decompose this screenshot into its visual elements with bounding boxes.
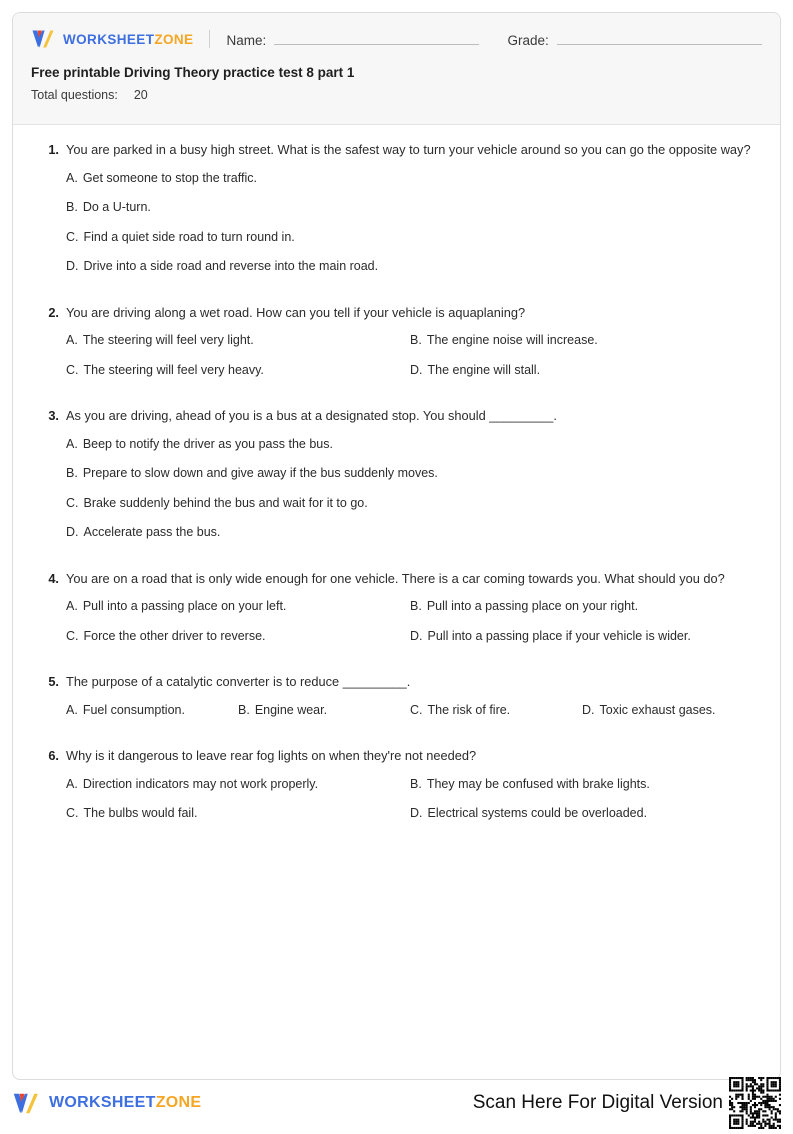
question-item: [39, 747, 754, 835]
brand-name-part2: ZONE: [154, 31, 194, 47]
answer-options: [66, 170, 754, 288]
question-number: 4.: [48, 570, 59, 586]
question-number: 5.: [48, 674, 59, 690]
answer-option-letter: A.: [66, 702, 78, 717]
answer-option-text: Get someone to stop the traffic.: [82, 170, 257, 185]
question-number: 6.: [48, 748, 59, 764]
answer-option[interactable]: [66, 170, 754, 188]
answer-option-letter: B.: [410, 599, 422, 614]
answer-option-letter: B.: [66, 200, 78, 215]
answer-option-text: The steering will feel very light.: [82, 333, 254, 348]
header-top-row: [13, 13, 780, 53]
answer-option-text: Force the other driver to reverse.: [83, 628, 266, 643]
answer-option-text: The steering will feel very heavy.: [83, 362, 264, 377]
answer-options: [66, 776, 754, 835]
name-input-line[interactable]: [274, 31, 479, 45]
scan-here-text: Scan Here For Digital Version: [472, 1092, 723, 1113]
footer-brand-logo: [12, 1092, 201, 1115]
grade-label: Grade:: [507, 32, 549, 48]
answer-option-letter: B.: [66, 466, 78, 481]
question-body: [66, 570, 754, 658]
answer-option-letter: C.: [66, 229, 79, 244]
total-questions-value: 20: [133, 88, 148, 103]
answer-option[interactable]: [66, 258, 754, 276]
answer-option[interactable]: [238, 702, 410, 720]
answer-option-text: The bulbs would fail.: [83, 806, 198, 821]
question-body: [66, 673, 754, 731]
answer-options: [66, 702, 754, 732]
footer-brand-name-part2: ZONE: [155, 1094, 202, 1111]
question-item: [39, 673, 754, 731]
answer-option-letter: D.: [410, 362, 423, 377]
answer-option-letter: C.: [66, 362, 79, 377]
answer-option-text: Pull into a passing place if your vehicle is wider.: [427, 628, 691, 643]
answer-option[interactable]: [410, 805, 754, 823]
question-number: 2.: [48, 304, 59, 320]
answer-option[interactable]: [66, 524, 754, 542]
answer-option-text: Pull into a passing place on your left.: [82, 599, 287, 614]
name-label: Name:: [226, 32, 267, 48]
footer-brand-logo-text: [49, 1094, 201, 1112]
answer-option[interactable]: [410, 702, 582, 720]
answer-option-text: The engine will stall.: [427, 362, 541, 377]
brand-logo: [31, 29, 193, 49]
answer-option-text: The engine noise will increase.: [426, 333, 598, 348]
questions-list: [13, 125, 780, 835]
answer-option[interactable]: [66, 776, 410, 794]
answer-option-text: Accelerate pass the bus.: [83, 525, 221, 540]
answer-option[interactable]: [410, 362, 754, 380]
footer-brand-name-part1: WORKSHEET: [49, 1094, 156, 1111]
answer-option-text: Toxic exhaust gases.: [599, 702, 716, 717]
question-item: [39, 304, 754, 392]
answer-option[interactable]: [66, 805, 410, 823]
answer-option-text: Drive into a side road and reverse into the main road.: [83, 259, 379, 274]
answer-option-letter: D.: [582, 702, 595, 717]
answer-option[interactable]: [410, 628, 754, 646]
grade-input-line[interactable]: [557, 31, 762, 45]
answer-option[interactable]: [410, 776, 754, 794]
answer-option-letter: C.: [66, 806, 79, 821]
page-footer: [12, 1086, 781, 1120]
question-text: As you are driving, ahead of you is a bus at a designated stop. You should _________.: [66, 408, 557, 424]
answer-option-letter: D.: [66, 259, 79, 274]
answer-option-letter: A.: [66, 776, 78, 791]
answer-option-letter: C.: [66, 628, 79, 643]
qr-code-icon[interactable]: [729, 1077, 781, 1129]
question-text: The purpose of a catalytic converter is to reduce _________.: [66, 674, 411, 690]
answer-option-letter: D.: [410, 806, 423, 821]
answer-option[interactable]: [66, 199, 754, 217]
question-body: [66, 141, 754, 288]
worksheetzone-w-logo-icon: [12, 1092, 42, 1115]
question-number: 3.: [48, 408, 59, 424]
question-number: 1.: [48, 142, 59, 157]
answer-option-text: The risk of fire.: [427, 702, 511, 717]
brand-logo-text: [63, 32, 193, 47]
answer-option[interactable]: [66, 362, 410, 380]
answer-option-text: Beep to notify the driver as you pass the bus.: [82, 436, 333, 451]
answer-option-text: Do a U-turn.: [82, 200, 151, 215]
question-item: [39, 407, 754, 554]
answer-option-letter: C.: [410, 702, 423, 717]
question-text: Why is it dangerous to leave rear fog lights on when they're not needed?: [66, 748, 477, 764]
answer-option[interactable]: [582, 702, 754, 720]
question-body: [66, 304, 754, 392]
total-questions-label: Total questions:: [31, 88, 118, 103]
answer-option-text: Brake suddenly behind the bus and wait for it to go.: [83, 495, 368, 510]
question-item: [39, 570, 754, 658]
answer-option-letter: B.: [238, 702, 250, 717]
answer-option[interactable]: [66, 628, 410, 646]
answer-option-letter: A.: [66, 333, 78, 348]
answer-option-letter: D.: [410, 628, 423, 643]
answer-option-letter: A.: [66, 599, 78, 614]
worksheet-page: [12, 12, 781, 1080]
answer-option-letter: B.: [410, 333, 422, 348]
answer-option-letter: B.: [410, 776, 422, 791]
question-text: You are driving along a wet road. How can you tell if your vehicle is aquaplaning?: [66, 304, 526, 320]
question-item: [39, 141, 754, 288]
answer-option-text: Find a quiet side road to turn round in.: [83, 229, 295, 244]
answer-option[interactable]: [410, 332, 754, 350]
question-text: You are on a road that is only wide enough for one vehicle. There is a car coming towards you. What should you do?: [66, 570, 725, 586]
question-text: You are parked in a busy high street. What is the safest way to turn your vehicle around so you can go the opposite way?: [66, 142, 751, 157]
answer-option[interactable]: [66, 702, 238, 720]
footer-scan-group: [473, 1077, 781, 1129]
answer-option-text: Fuel consumption.: [82, 702, 185, 717]
answer-option[interactable]: [66, 598, 410, 616]
answer-option-letter: A.: [66, 436, 78, 451]
answer-option-text: They may be confused with brake lights.: [426, 776, 650, 791]
answer-option-text: Direction indicators may not work properly.: [82, 776, 319, 791]
answer-option[interactable]: [66, 495, 754, 513]
worksheet-header: [13, 13, 780, 125]
question-body: [66, 747, 754, 835]
answer-option-text: Prepare to slow down and give away if the bus suddenly moves.: [82, 466, 438, 481]
brand-name-part1: WORKSHEET: [63, 31, 155, 47]
answer-options: [66, 436, 754, 554]
header-meta: [13, 53, 780, 102]
total-questions-row: [31, 88, 762, 102]
answer-option-text: Pull into a passing place on your right.: [426, 599, 639, 614]
answer-option[interactable]: [410, 598, 754, 616]
question-body: [66, 407, 754, 554]
grade-field[interactable]: [507, 31, 762, 48]
worksheetzone-w-logo-icon: [31, 29, 57, 49]
answer-option-letter: C.: [66, 495, 79, 510]
answer-options: [66, 598, 754, 657]
answer-option[interactable]: [66, 465, 754, 483]
header-divider: [209, 30, 210, 48]
answer-option-letter: D.: [66, 525, 79, 540]
answer-option-text: Electrical systems could be overloaded.: [427, 806, 648, 821]
answer-option[interactable]: [66, 229, 754, 247]
answer-option-letter: A.: [66, 170, 78, 185]
name-field[interactable]: [226, 31, 479, 48]
answer-option-text: Engine wear.: [254, 702, 328, 717]
answer-option[interactable]: [66, 436, 754, 454]
page-title: Free printable Driving Theory practice test 8 part 1: [31, 65, 355, 80]
answer-options: [66, 332, 754, 391]
answer-option[interactable]: [66, 332, 410, 350]
